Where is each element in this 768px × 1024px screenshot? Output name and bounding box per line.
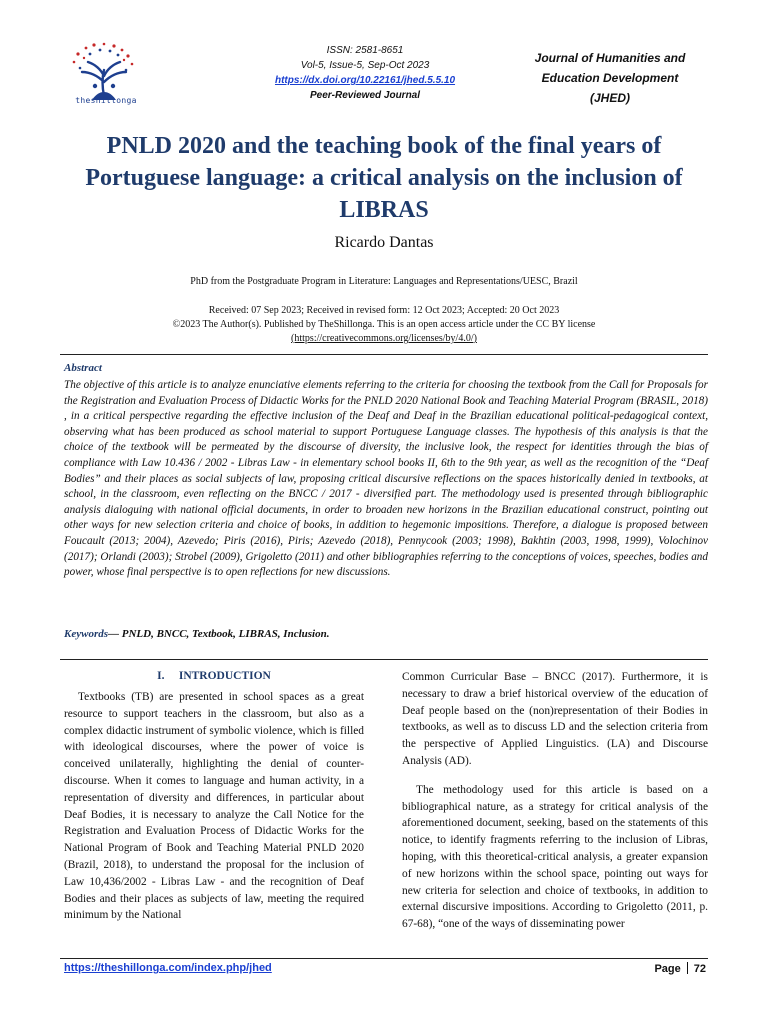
article-title: PNLD 2020 and the teaching book of the final years of Portuguese language: a critical analysis on the inclusion of LIBRAS: [85, 133, 683, 223]
received-dates: Received: 07 Sep 2023; Received in revised form: 12 Oct 2023; Accepted: 20 Oct 2023: [208, 305, 560, 316]
keywords: [64, 628, 329, 640]
doi-link[interactable]: https://dx.doi.org/10.22161/jhed.5.5.10: [274, 75, 456, 86]
abstract-text: The objective of this article is to analyze enunciative elements referring to the criteria for choosing the textbook from the Call for Proposals for the Registration and Evaluation Process of Didactic Works for the PNLD 2020 National Book and Teaching Material Program (BRASIL, 2018) , in a critical perspective regarding the effective inclusion of the Deaf and Deaf in the Brazilian educational political-pedagogical context, observing what has been produced as school material to support Portuguese Language classes. The hypothesis of this analysis is that the choice of the textbook will be permeated by the discourse of diversity, the inclusive look, the respect for identities through the bias of compliance with Law 10.436 / 2002 - Libras Law - in elementary school books II, 6th to the 9th year, as well as the recognition of the “Deaf Bodies” and their places as social subjects of law, proposing critical discursive reflections on the spaces historically denied in textbooks, at school, in the classroom, even reflecting on the BNCC / 2017 - diversified part. The methodology used is presented through bibliographic analysis dialoguing with national official documents, in order to broaden new horizons in the Brazilian educational construct, pointing out other ways for new selection criteria and choice of books, in addition to hegemonic impositions. Therefore, a dialogue is proposed between Foucault (2013; 2004), Azevedo; Piris (2016), Piris; Azevedo (2018), Pennycook (2003; 1998), Bakhtin (2003, 1998, 1999), Volochinov (2017); Orlandi (2003); Strobel (2009), Grigoletto (2011) and other bibliographies referring to the conceptions of voices, speeches, bodies and power, whose final perspective is to open reflections for new discussions.: [64, 379, 708, 579]
author-affiliation: PhD from the Postgraduate Program in Literature: Languages and Representations/UESC, Brazil: [190, 276, 578, 287]
footer-journal-link[interactable]: https://theshillonga.com/index.php/jhed: [64, 962, 272, 974]
keywords-list: — PNLD, BNCC, Textbook, LIBRAS, Inclusion.: [108, 628, 330, 640]
keywords-label: Keywords: [64, 628, 108, 640]
article-history: [0, 304, 768, 346]
volume-issue: Vol-5, Issue-5, Sep-Oct 2023: [300, 60, 430, 71]
journal-name-line2: Education Development: [541, 71, 679, 85]
author-name: Ricardo Dantas: [334, 234, 434, 251]
logo-text: theshillonga: [75, 96, 137, 105]
journal-name: [520, 48, 700, 108]
page-number: [654, 962, 706, 975]
paragraph: The methodology used for this article is based on a bibliographical nature, as a strategy for critical analysis of the aforementioned document, seeking, based on the statements of this notice, to identify fragments referring to the inclusion of Libras, hoping, with this theoretical-critical analysis, a greater expansion of new horizons within the school space, pointing out ways for new criteria for selection and choice of textbooks, in addition to external discursive impositions. According to Grigoletto (2011, p. 67-68), “one of the ways of disseminating power: [402, 783, 708, 931]
page-number-value: 72: [693, 963, 706, 975]
column-right: [402, 669, 708, 933]
divider-bottom: [60, 659, 708, 660]
journal-name-line1: Journal of Humanities and: [534, 51, 686, 65]
abstract-label: Abstract: [64, 362, 102, 374]
paragraph: Common Curricular Base – BNCC (2017). Furthermore, it is necessary to draw a brief historical overview of the education of Deaf people based on the (non)representation of their Bodies in textbooks, as well as to discuss LD and the selection criteria from the perspective of Applied Linguistics. (LA) and Discourse Analysis (AD).: [402, 671, 708, 767]
copyright-line: ©2023 The Author(s). Published by TheShillonga. This is an open access article under the CC BY license: [172, 319, 596, 330]
page-label: Page: [654, 963, 681, 975]
paragraph: Textbooks (TB) are presented in school spaces as a great resource to support teachers in the classroom, but also as a complex didactic instrument of symbolic violence, which is filled with ideological discourses, where the power of voice is conceived unilaterally, highlighting the denial of counter-discourse. When it comes to language and human activity, in a representation of diversity and differences, in particular about Deaf Bodies, it is necessary to analyze the Call Notice for the Registration and Evaluation Process of Didactic Works for the National Program of Book and Teaching Material PNLD 2020 (Brazil, 2018), to understand the proposal for the inclusion of Law 10,436/2002 - Libras Law - and the recognition of Deaf Bodies and their places as subjects of law, meeting the required minimum by the National: [64, 691, 364, 922]
divider-top: [60, 354, 708, 355]
journal-name-line3: (JHED): [589, 91, 630, 105]
peer-reviewed-label: Peer-Reviewed Journal: [309, 90, 421, 101]
issn: ISSN: 2581-8651: [326, 45, 404, 56]
section-heading-introduction: I. INTRODUCTION: [157, 670, 271, 682]
page-separator: [687, 962, 688, 974]
license-link[interactable]: (https://creativecommons.org/licenses/by/4.0/): [291, 333, 477, 344]
journal-meta: [240, 43, 490, 103]
column-left: [64, 689, 364, 924]
footer-divider: [60, 958, 708, 959]
